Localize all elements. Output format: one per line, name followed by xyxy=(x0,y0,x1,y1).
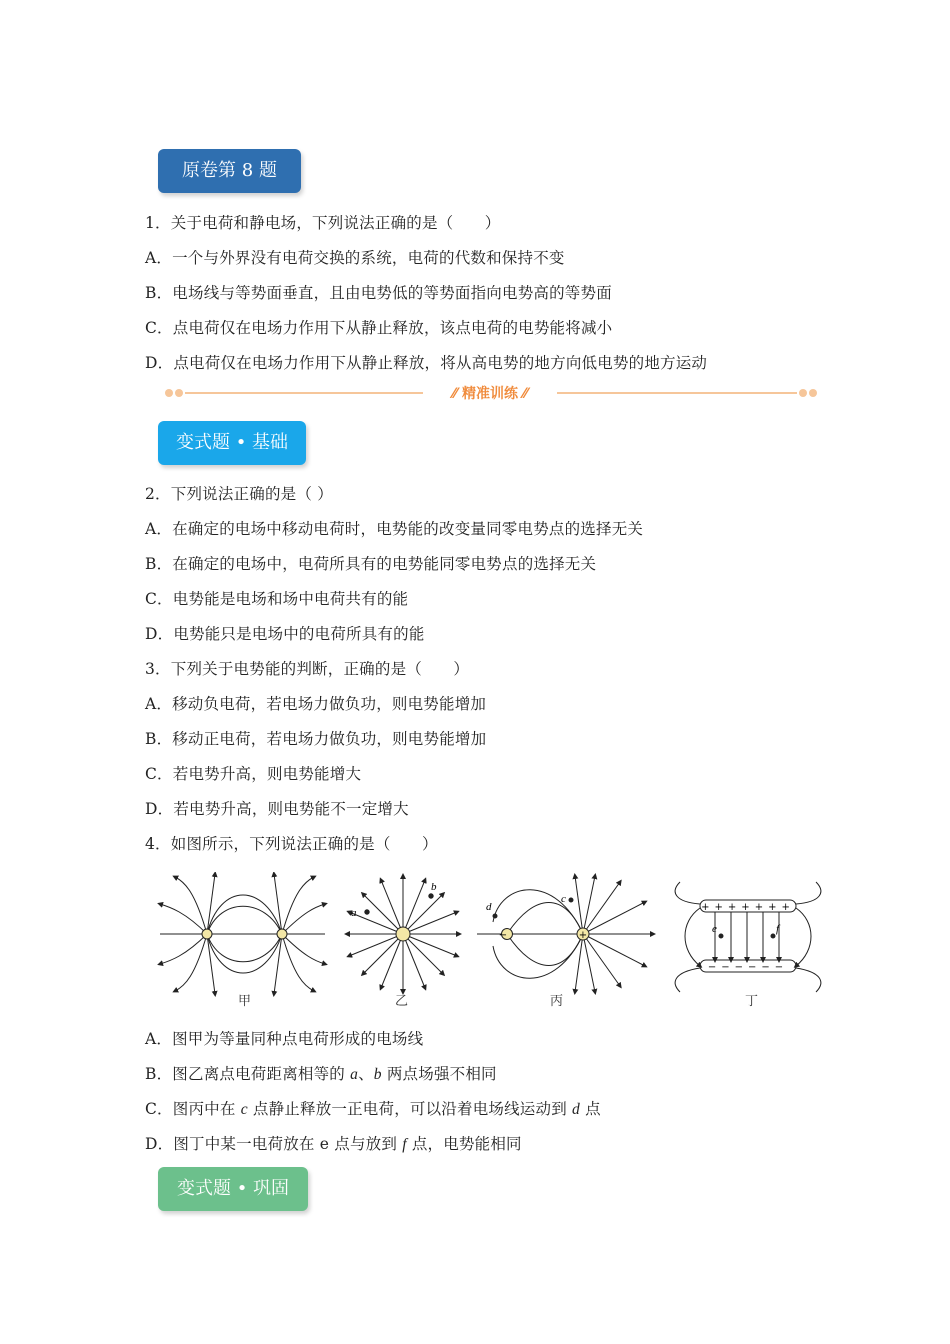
slash-icon: ⁄⁄ xyxy=(518,386,528,402)
divider-label: ⁄⁄ 精准训练 ⁄⁄ xyxy=(452,386,528,402)
section-tag-original: 原卷第 8 题 xyxy=(158,149,301,193)
divider-dot xyxy=(175,389,183,397)
figure-ding xyxy=(675,882,821,992)
label-f: f xyxy=(776,923,780,935)
figure-jia xyxy=(160,874,325,994)
slash-icon: ⁄⁄ xyxy=(452,386,462,402)
section-tag-basic: 变式题 • 基础 xyxy=(158,421,306,465)
label-b: b xyxy=(431,881,437,893)
section-tag-consolidate: 变式题 • 巩固 xyxy=(158,1167,308,1211)
q1-stem: 1．关于电荷和静电场，下列说法正确的是（ ） xyxy=(145,214,501,232)
q1-option-d: D．点电荷仅在电场力作用下从静止释放，将从高电势的地方向低电势的地方运动 xyxy=(145,354,708,372)
q4-option-a: A．图甲为等量同种点电荷形成的电场线 xyxy=(145,1030,424,1048)
q4-option-c: C．图丙中在 c 点静止释放一正电荷，可以沿着电场线运动到 d 点 xyxy=(145,1100,601,1118)
label-c: c xyxy=(561,893,566,905)
q3-stem: 3．下列关于电势能的判断，正确的是（ ） xyxy=(145,660,470,678)
plate-plus-signs: +++++++ xyxy=(701,902,795,913)
divider-dot xyxy=(809,389,817,397)
q1-option-a: A．一个与外界没有电荷交换的系统，电荷的代数和保持不变 xyxy=(145,249,565,267)
q2-option-a: A．在确定的电场中移动电荷时，电势能的改变量同零电势点的选择无关 xyxy=(145,520,644,538)
q4-figures xyxy=(155,872,825,1012)
divider-rule-right xyxy=(557,392,797,394)
caption-bing: 丙 xyxy=(550,994,564,1009)
q2-option-b: B．在确定的电场中，电荷所具有的电势能同零电势点的选择无关 xyxy=(145,555,597,573)
q1-option-c: C．点电荷仅在电场力作用下从静止释放，该点电荷的电势能将减小 xyxy=(145,319,613,337)
q2-stem: 2．下列说法正确的是（ ） xyxy=(145,485,333,503)
q3-option-a: A．移动负电荷，若电场力做负功，则电势能增加 xyxy=(145,695,487,713)
field-line-diagrams xyxy=(155,872,825,1012)
caption-ding: 丁 xyxy=(745,994,759,1009)
divider-rule-left xyxy=(185,392,423,394)
label-d: d xyxy=(486,901,492,913)
divider-dot xyxy=(165,389,173,397)
caption-jia: 甲 xyxy=(238,994,252,1009)
figure-yi xyxy=(347,876,459,992)
q3-option-b: B．移动正电荷，若电场力做负功，则电势能增加 xyxy=(145,730,487,748)
plate-minus-signs: −−−−−− xyxy=(707,962,789,973)
q3-option-d: D．若电势升高，则电势能不一定增大 xyxy=(145,800,409,818)
label-minus: − xyxy=(498,930,508,941)
q2-option-c: C．电势能是电场和场中电荷共有的能 xyxy=(145,590,409,608)
q1-option-b: B．电场线与等势面垂直，且由电势低的等势面指向电势高的等势面 xyxy=(145,284,612,302)
divider-dot xyxy=(799,389,807,397)
q2-option-d: D．电势能只是电场中的电荷所具有的能 xyxy=(145,625,425,643)
q4-option-b: B．图乙离点电荷距离相等的 a、b 两点场强不相同 xyxy=(145,1065,497,1083)
section-divider xyxy=(165,382,817,404)
q4-option-d: D．图丁中某一电荷放在 e 点与放到 f 点，电势能相同 xyxy=(145,1135,522,1153)
label-e: e xyxy=(712,923,717,935)
label-a: a xyxy=(351,907,357,919)
label-plus: + xyxy=(578,930,588,941)
q3-option-c: C．若电势升高，则电势能增大 xyxy=(145,765,362,783)
caption-yi: 乙 xyxy=(395,994,409,1009)
q4-stem: 4．如图所示，下列说法正确的是（ ） xyxy=(145,835,438,853)
